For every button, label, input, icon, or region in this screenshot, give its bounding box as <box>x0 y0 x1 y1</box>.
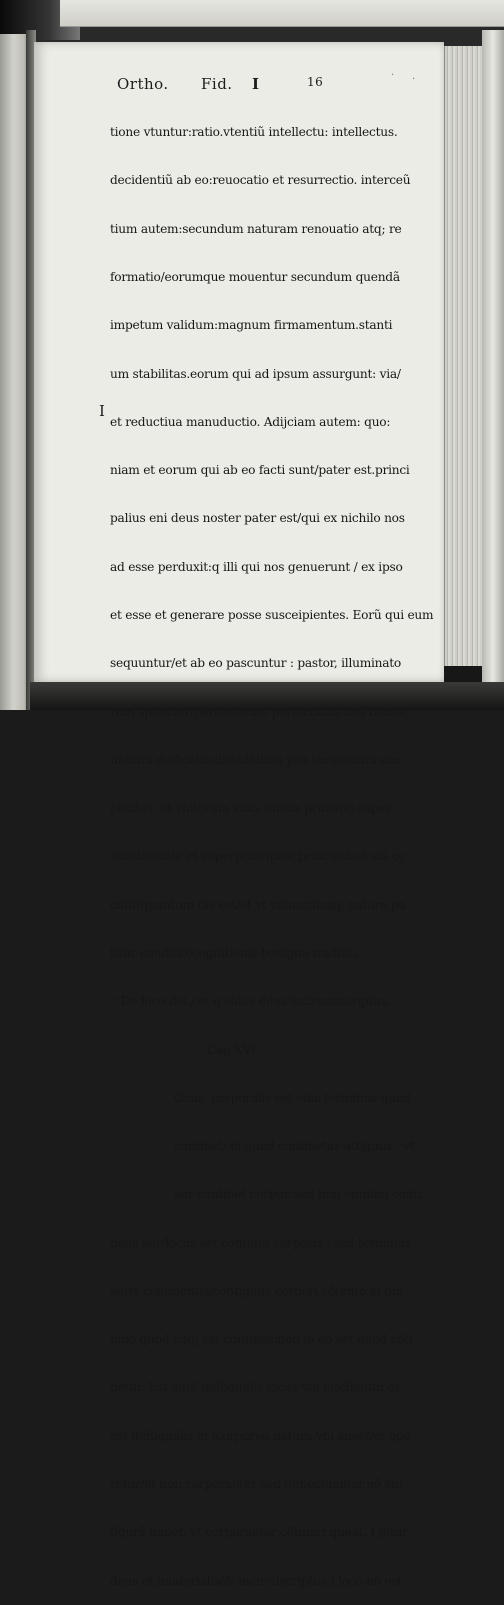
text-line: impetum validum:magnum firmamentum.stanti <box>110 318 393 333</box>
text-line: untium deificatio.dissidẽtium pax.simplicium sim <box>110 752 402 767</box>
margin-numeral: I <box>99 402 105 420</box>
text-line: um stabilitas.eorum qui ad ipsum assurgunt: via/ <box>110 366 401 381</box>
book-top-edge <box>60 0 504 27</box>
text-line: culti(quantum fas est/et vt vniuscuiusq; nature pa <box>110 897 406 912</box>
running-head-left: Ortho. <box>117 75 169 93</box>
text-line: palius eni deus noster pater est/qui ex nichilo nos <box>110 511 405 526</box>
page-speck: · <box>412 74 416 85</box>
text-line: nino quod cũq; est continẽs:non in eo est quod cõti <box>110 1332 413 1347</box>
page-stack-edge <box>444 46 483 666</box>
text-line: aeris continentis/contiguus corpori cõtento.et om <box>110 1283 404 1298</box>
text-line: continet/ ei quod continetur attiguus . vt <box>174 1139 415 1153</box>
section-heading: De loco dei / et q solus deus incircunscriptus. <box>120 994 391 1009</box>
text-line: tione vtuntur:ratio.vtentiũ intellectu: intellectus. <box>110 125 398 140</box>
text-line: aer continet corpus:sed non omnino conti <box>174 1187 422 1202</box>
text-line: titur conditio)cognitionis benigna traditio. <box>110 945 360 960</box>
text-line: nens aer/locus est contenti corporis : sed terminus <box>110 1235 412 1250</box>
text-line: deus et imaterialis/& incircũscriptus:i loco nõ est. <box>110 1573 406 1588</box>
text-line: sequuntur/et ab eo pascuntur : pastor, illuminato <box>110 656 402 671</box>
text-line: substantiale et superprincipale principiũ.et sui oc <box>110 849 406 864</box>
section-heading-line <box>110 993 391 1009</box>
text-line: tium autem:secundum naturam renouatio atq; re <box>110 221 402 236</box>
text-line: netur. Est autẽ itelligibilis locus:vbi intelligitur.et <box>110 1380 400 1395</box>
text-line: ad esse perduxit:q illi qui nos genuerunt / ex ipso <box>110 559 403 574</box>
text-line: ratur/et non corporaliter sed itellectualiter.nõ eni <box>110 1476 403 1491</box>
running-head-middle: Fid. <box>201 75 233 93</box>
text-line: plicitas. et vnitorum vnio. omnis principij super <box>110 801 391 816</box>
text-line: et reductiua manuductio. Adijciam autem: quo: <box>110 414 391 429</box>
text-line: decidentiũ ab eo:reuocatio et resurrectio. interceũ <box>110 173 411 188</box>
page-speck: · <box>391 70 395 81</box>
text-block <box>110 92 434 1605</box>
text-line: et esse et generare posse susceipientes. Eorũ qui eum <box>110 608 434 622</box>
running-head-roman: I <box>252 75 260 93</box>
text-line: est itelligibilis et icorporea natura:vbi adest/et ope <box>110 1428 411 1443</box>
book-cover-edge <box>482 30 504 710</box>
text-line: formatio/eorumque mouentur secundum quendã <box>110 270 400 285</box>
text-line: figurã habet: vt corporaliter cõtineri queat. I gitur <box>110 1525 408 1540</box>
page-number: 16 <box>307 75 324 89</box>
text-line: niam et eorum qui ab eo facti sunt/pater est.princi <box>110 463 410 478</box>
pointing-hand-icon: ☞ <box>110 994 121 1009</box>
chapter-heading: Cap.XVI. <box>206 1042 260 1057</box>
text-line: Ocus: corporalis est eius terminus quod <box>174 1090 411 1105</box>
text-line: rum splendor/perfectorum perfectio.in deũ transe <box>110 704 407 719</box>
